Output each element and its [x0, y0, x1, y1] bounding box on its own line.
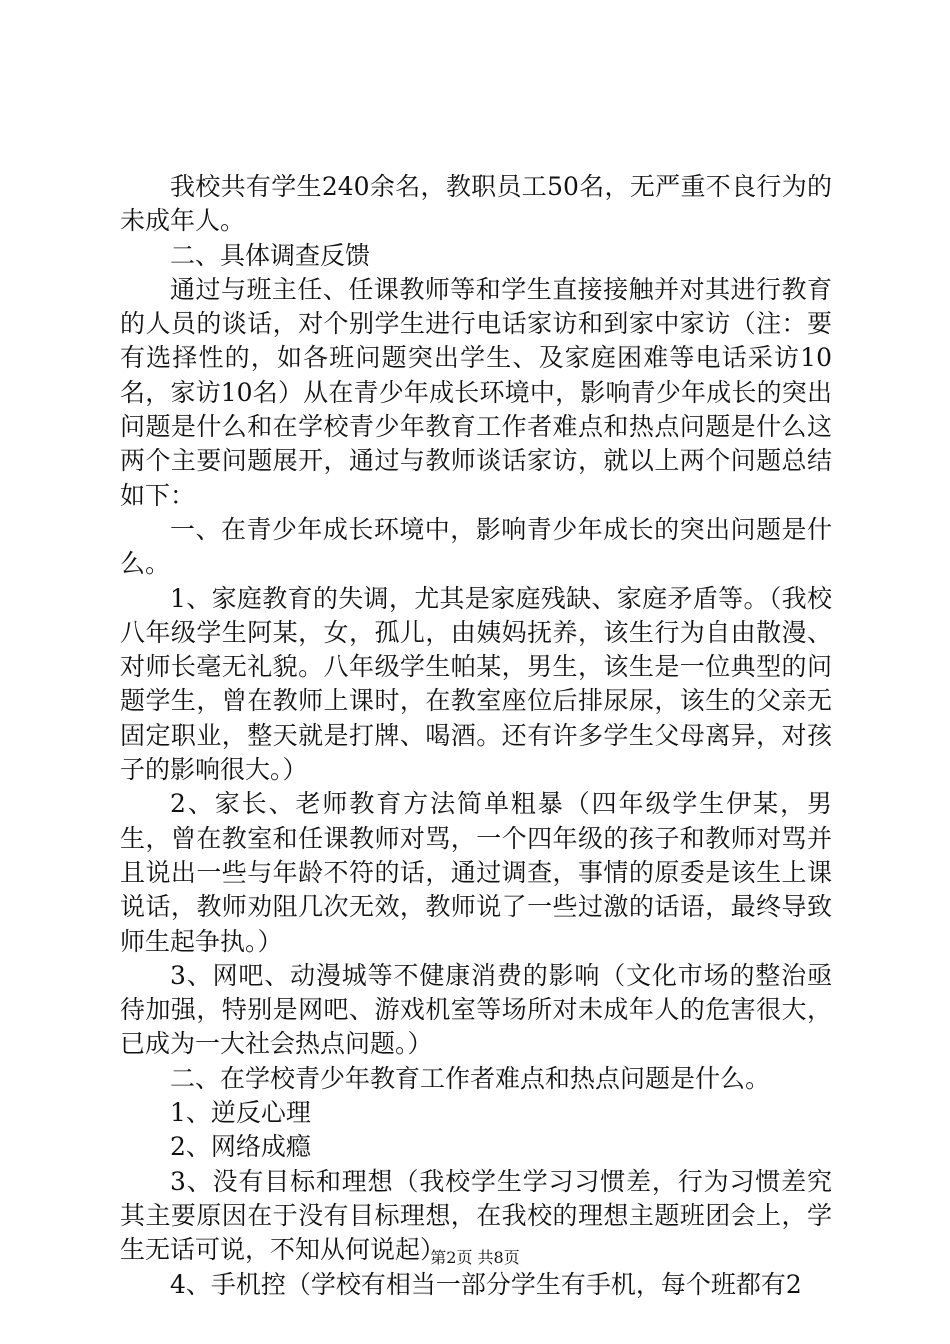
heading-growth-environment: 一、在青少年成长环境中，影响青少年成长的突出问题是什么。 — [120, 514, 832, 579]
list-item-phone-addiction: 4、手机控（学校有相当一部分学生有手机，每个班都有2 — [170, 1269, 802, 1299]
document-body — [120, 170, 832, 1302]
list-item-internet-addiction: 2、网络成瘾 — [170, 1132, 311, 1162]
paragraph-survey-method: 通过与班主任、任课教师等和学生直接接触并对其进行教育的人员的谈话，对个别学生进行电话家访和到家中家访（注：要有选择性的，如各班问题突出学生、及家庭困难等电话采访10名，家访10名）从在青少年成长环境中，影响青少年成长的突出问题是什么和在学校青少年教育工作者难点和热点问题是什么这两个主要问题展开，通过与教师谈话家访，就以上两个问题总结如下： — [120, 274, 832, 510]
page-footer: 第2页 共8页 — [430, 1248, 520, 1267]
heading-education-difficulties: 二、在学校青少年教育工作者难点和热点问题是什么。 — [170, 1063, 771, 1093]
list-item-no-goals: 3、没有目标和理想（我校学生学习习惯差，行为习惯差究其主要原因在于没有目标理想，在我校的理想主题班团会上，学生无话可说，不知从何说起） — [120, 1166, 832, 1265]
paragraph-teaching-methods: 2、家长、老师教育方法简单粗暴（四年级学生伊某，男生，曾在教室和任课教师对骂，一个四年级的孩子和教师对骂并且说出一些与年龄不符的话，通过调查，事情的原委是该生上课说话，教师劝阻几次无效，教师说了一些过激的话语，最终导致师生起争执。） — [120, 789, 832, 956]
list-item-rebellious: 1、逆反心理 — [170, 1098, 311, 1128]
paragraph-family-education: 1、家庭教育的失调，尤其是家庭残缺、家庭矛盾等。（我校八年级学生阿某，女，孤儿，由姨妈抚养，该生行为自由散漫、对师长毫无礼貌。八年级学生帕某，男生，该生是一位典型的问题学生，曾在教师上课时，在教室座位后排尿尿，该生的父亲无固定职业，整天就是打牌、喝酒。还有许多学生父母离异，对孩子的影响很大。） — [120, 583, 832, 785]
paragraph-internet-cafes: 3、网吧、动漫城等不健康消费的影响（文化市场的整治亟待加强，特别是网吧、游戏机室等场所对未成年人的危害很大，已成为一大社会热点问题。） — [120, 960, 832, 1059]
heading-survey-feedback: 二、具体调查反馈 — [170, 240, 371, 270]
paragraph-school-stats: 我校共有学生240余名，教职员工50名，无严重不良行为的未成年人。 — [120, 172, 832, 236]
